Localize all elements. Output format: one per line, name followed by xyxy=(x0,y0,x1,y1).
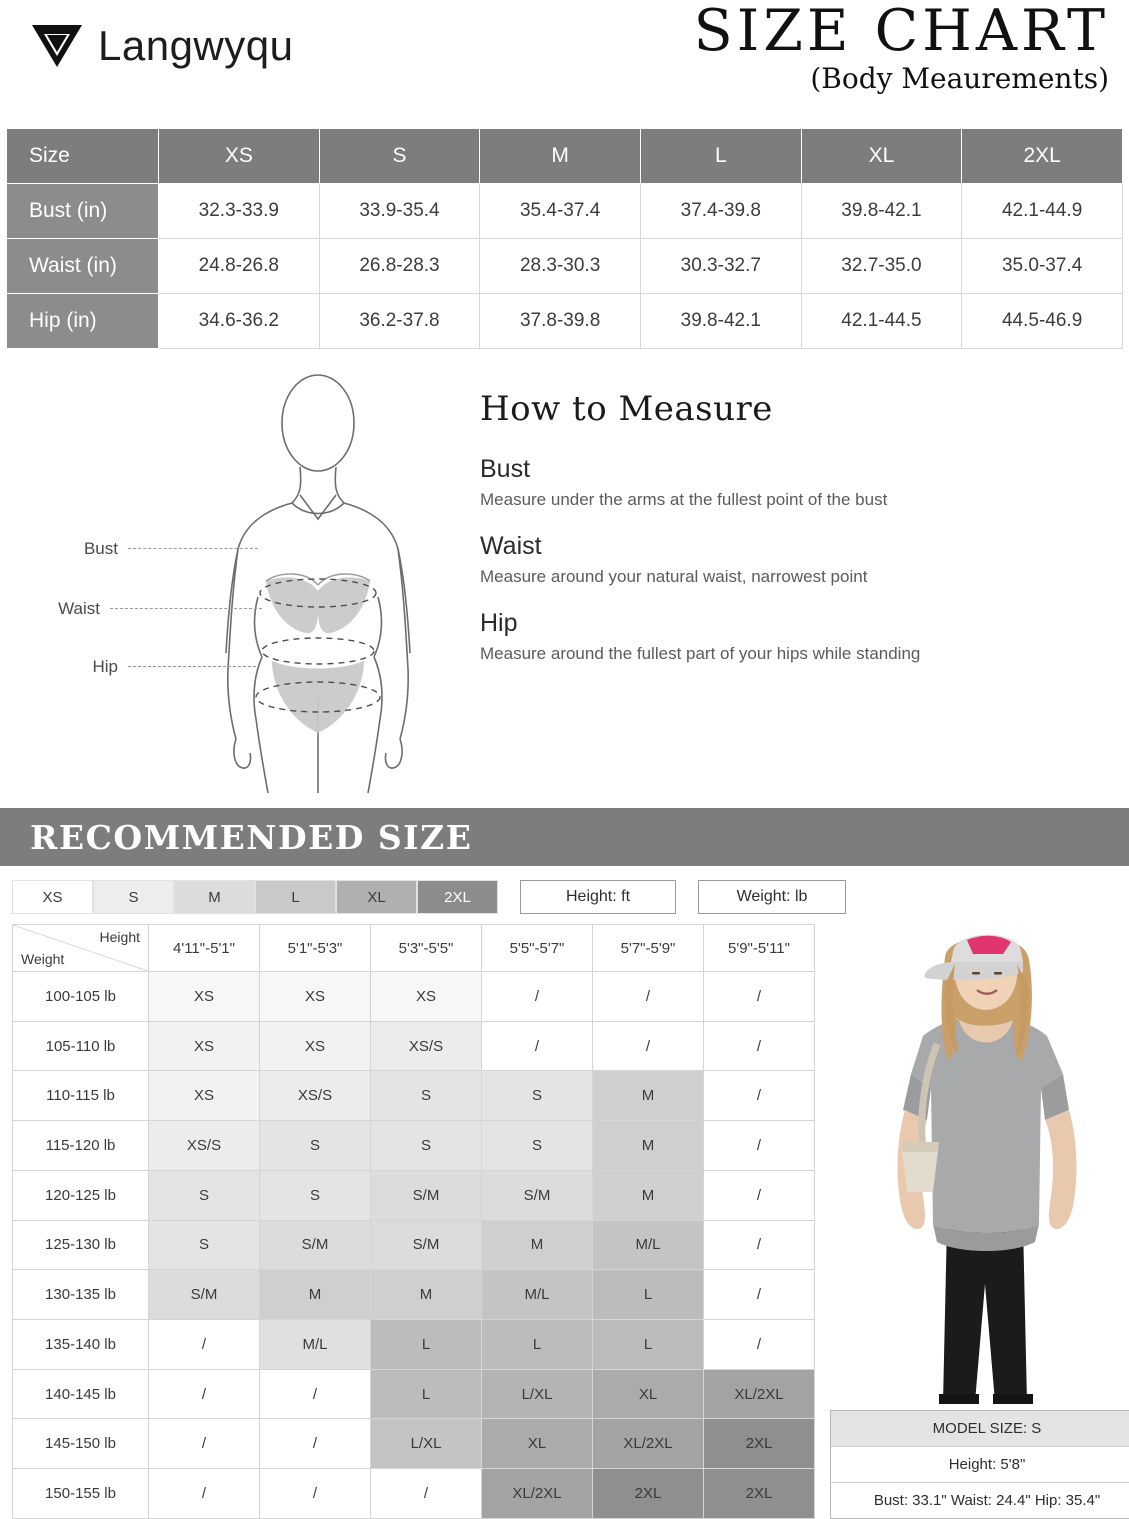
rec-cell: / xyxy=(704,972,815,1022)
size-row-label-waist: Waist (in) xyxy=(7,239,159,294)
rec-cell: M xyxy=(593,1170,704,1220)
table-row xyxy=(7,184,1123,239)
rec-table-corner xyxy=(13,925,149,972)
size-cell: 24.8-26.8 xyxy=(159,239,320,294)
rec-cell: S xyxy=(482,1071,593,1121)
size-table-header-row xyxy=(7,129,1123,184)
size-cell: 33.9-35.4 xyxy=(319,184,480,239)
rec-cell: L xyxy=(371,1369,482,1419)
height-col-2: 5'3"-5'5" xyxy=(371,925,482,972)
table-row xyxy=(7,294,1123,349)
size-cell: 30.3-32.7 xyxy=(640,239,801,294)
rec-cell: / xyxy=(704,1071,815,1121)
rec-cell: / xyxy=(704,1170,815,1220)
rec-cell: S xyxy=(371,1121,482,1171)
size-legend xyxy=(12,880,1129,914)
rec-cell: XS xyxy=(260,972,371,1022)
weight-label: 105-110 lb xyxy=(13,1021,149,1071)
rec-cell: S xyxy=(260,1170,371,1220)
size-cell: 37.8-39.8 xyxy=(480,294,641,349)
recommendation-area xyxy=(0,924,1129,1519)
rec-cell: / xyxy=(149,1419,260,1469)
model-size-row: MODEL SIZE: S xyxy=(831,1411,1129,1447)
legend-chip-l: L xyxy=(255,880,336,914)
figure-leader-hip xyxy=(128,666,256,667)
measure-desc: Measure around the fullest part of your hips while standing xyxy=(480,644,921,663)
how-to-measure-section xyxy=(0,349,1129,804)
rec-cell: XL xyxy=(482,1419,593,1469)
model-panel xyxy=(815,924,1129,1519)
table-row xyxy=(13,1220,815,1270)
model-photo-illustration-icon xyxy=(827,924,1129,1404)
legend-chip-2xl: 2XL xyxy=(417,880,498,914)
rec-cell: / xyxy=(149,1369,260,1419)
rec-cell: / xyxy=(260,1369,371,1419)
legend-weight-unit: Weight: lb xyxy=(698,880,846,914)
weight-label: 130-135 lb xyxy=(13,1270,149,1320)
page-header xyxy=(0,0,1129,128)
rec-cell: L xyxy=(593,1320,704,1370)
size-cell: 42.1-44.9 xyxy=(962,184,1123,239)
rec-cell: 2XL xyxy=(593,1469,704,1519)
body-measurements-table xyxy=(6,128,1123,349)
rec-cell: / xyxy=(704,1021,815,1071)
recommended-size-banner xyxy=(0,808,1129,866)
weight-label: 125-130 lb xyxy=(13,1220,149,1270)
rec-cell: S xyxy=(260,1121,371,1171)
height-col-0: 4'11"-5'1" xyxy=(149,925,260,972)
rec-cell: / xyxy=(149,1469,260,1519)
table-row xyxy=(13,1369,815,1419)
rec-cell: 2XL xyxy=(704,1419,815,1469)
page-subtitle: (Body Meaurements) xyxy=(810,61,1109,95)
rec-cell: / xyxy=(704,1220,815,1270)
table-row xyxy=(13,1270,815,1320)
weight-label: 135-140 lb xyxy=(13,1320,149,1370)
rec-cell: XS xyxy=(149,972,260,1022)
rec-cell: XL/2XL xyxy=(704,1369,815,1419)
rec-cell: L/XL xyxy=(482,1369,593,1419)
measure-desc: Measure around your natural waist, narrowest point xyxy=(480,567,868,586)
corner-height-label: Height xyxy=(99,929,140,945)
height-col-1: 5'1"-5'3" xyxy=(260,925,371,972)
weight-label: 110-115 lb xyxy=(13,1071,149,1121)
female-body-diagram-icon xyxy=(0,367,470,797)
recommended-size-table xyxy=(12,924,815,1519)
height-col-5: 5'9"-5'11" xyxy=(704,925,815,972)
measure-item-waist xyxy=(480,532,1129,587)
height-col-3: 5'5"-5'7" xyxy=(482,925,593,972)
rec-cell: / xyxy=(482,1021,593,1071)
rec-cell: S xyxy=(482,1121,593,1171)
rec-cell: M/L xyxy=(593,1220,704,1270)
figure-leader-waist xyxy=(110,608,262,609)
measure-name: Waist xyxy=(480,532,542,560)
rec-cell: L xyxy=(371,1320,482,1370)
rec-cell: M/L xyxy=(260,1320,371,1370)
measure-name: Bust xyxy=(480,455,531,483)
size-table-col-0: Size xyxy=(7,129,159,184)
legend-chip-xl: XL xyxy=(336,880,417,914)
rec-table-header-row xyxy=(13,925,815,972)
page-title: SIZE CHART xyxy=(693,0,1109,64)
size-cell: 36.2-37.8 xyxy=(319,294,480,349)
rec-cell: S/M xyxy=(371,1170,482,1220)
model-height-row: Height: 5'8" xyxy=(831,1447,1129,1483)
size-cell: 39.8-42.1 xyxy=(801,184,962,239)
rec-cell: XS/S xyxy=(371,1021,482,1071)
table-row xyxy=(13,972,815,1022)
rec-cell: XS xyxy=(149,1021,260,1071)
title-block xyxy=(694,2,1117,95)
rec-cell: / xyxy=(593,1021,704,1071)
rec-cell: / xyxy=(704,1121,815,1171)
size-table-col-5: XL xyxy=(801,129,962,184)
measure-desc: Measure under the arms at the fullest point of the bust xyxy=(480,490,888,509)
table-row xyxy=(7,239,1123,294)
figure-label-bust: Bust xyxy=(83,539,118,558)
table-row xyxy=(13,1419,815,1469)
legend-chip-s: S xyxy=(93,880,174,914)
legend-chip-m: M xyxy=(174,880,255,914)
table-row xyxy=(13,1469,815,1519)
rec-cell: / xyxy=(260,1469,371,1519)
rec-cell: S/M xyxy=(260,1220,371,1270)
table-row xyxy=(13,1170,815,1220)
rec-cell: M xyxy=(260,1270,371,1320)
measure-item-bust xyxy=(480,455,1129,510)
how-to-measure-title: How to Measure xyxy=(480,389,773,429)
measure-instructions xyxy=(470,367,1129,794)
size-cell: 32.7-35.0 xyxy=(801,239,962,294)
rec-cell: XS xyxy=(149,1071,260,1121)
weight-label: 120-125 lb xyxy=(13,1170,149,1220)
rec-cell: S xyxy=(149,1220,260,1270)
rec-cell: XL xyxy=(593,1369,704,1419)
size-cell: 37.4-39.8 xyxy=(640,184,801,239)
model-measurements-row: Bust: 33.1" Waist: 24.4" Hip: 35.4" xyxy=(873,1492,1101,1509)
table-row xyxy=(13,1121,815,1171)
table-row xyxy=(13,1021,815,1071)
rec-cell: S/M xyxy=(371,1220,482,1270)
size-table-col-4: L xyxy=(640,129,801,184)
brand-name: Langwyqu xyxy=(98,22,294,69)
legend-chip-xs: XS xyxy=(12,880,93,914)
table-row xyxy=(13,1071,815,1121)
rec-cell: M xyxy=(371,1270,482,1320)
size-table-col-2: S xyxy=(319,129,480,184)
rec-cell: / xyxy=(593,972,704,1022)
model-photo xyxy=(827,924,1129,1404)
rec-cell: 2XL xyxy=(704,1469,815,1519)
size-cell: 35.0-37.4 xyxy=(962,239,1123,294)
brand-logo xyxy=(30,22,293,70)
rec-cell: M xyxy=(593,1071,704,1121)
rec-cell: L xyxy=(593,1270,704,1320)
weight-label: 140-145 lb xyxy=(13,1369,149,1419)
body-figure xyxy=(0,367,470,794)
size-cell: 44.5-46.9 xyxy=(962,294,1123,349)
size-row-label-bust: Bust (in) xyxy=(7,184,159,239)
size-table-col-3: M xyxy=(480,129,641,184)
size-cell: 35.4-37.4 xyxy=(480,184,641,239)
recommended-size-title: RECOMMENDED SIZE xyxy=(30,817,473,857)
size-cell: 28.3-30.3 xyxy=(480,239,641,294)
rec-cell: / xyxy=(482,972,593,1022)
weight-label: 100-105 lb xyxy=(13,972,149,1022)
rec-cell: XS/S xyxy=(260,1071,371,1121)
size-cell: 26.8-28.3 xyxy=(319,239,480,294)
figure-label-waist: Waist xyxy=(58,599,100,618)
size-cell: 34.6-36.2 xyxy=(159,294,320,349)
rec-cell: XS xyxy=(260,1021,371,1071)
rec-cell: XS/S xyxy=(149,1121,260,1171)
rec-cell: XS xyxy=(371,972,482,1022)
size-cell: 39.8-42.1 xyxy=(640,294,801,349)
model-info-box xyxy=(830,1410,1129,1519)
table-row xyxy=(13,1320,815,1370)
rec-cell: S xyxy=(149,1170,260,1220)
height-col-4: 5'7"-5'9" xyxy=(593,925,704,972)
weight-label: 150-155 lb xyxy=(13,1469,149,1519)
rec-cell: / xyxy=(260,1419,371,1469)
rec-cell: / xyxy=(704,1320,815,1370)
rec-cell: M xyxy=(593,1121,704,1171)
size-cell: 42.1-44.5 xyxy=(801,294,962,349)
rec-cell: M/L xyxy=(482,1270,593,1320)
size-cell: 32.3-33.9 xyxy=(159,184,320,239)
corner-weight-label: Weight xyxy=(21,951,65,967)
rec-cell: / xyxy=(704,1270,815,1320)
weight-label: 115-120 lb xyxy=(13,1121,149,1171)
rec-cell: L/XL xyxy=(371,1419,482,1469)
weight-label: 145-150 lb xyxy=(13,1419,149,1469)
rec-cell: S/M xyxy=(482,1170,593,1220)
legend-height-unit: Height: ft xyxy=(520,880,676,914)
size-table-col-1: XS xyxy=(159,129,320,184)
rec-cell: / xyxy=(149,1320,260,1370)
figure-label-hip: Hip xyxy=(92,657,118,676)
size-row-label-hip: Hip (in) xyxy=(7,294,159,349)
measure-name: Hip xyxy=(480,609,518,637)
rec-cell: M xyxy=(482,1220,593,1270)
size-table-col-6: 2XL xyxy=(962,129,1123,184)
rec-cell: XL/2XL xyxy=(593,1419,704,1469)
rec-cell: S xyxy=(371,1071,482,1121)
langwyqu-logo-icon xyxy=(30,22,84,70)
measure-item-hip xyxy=(480,609,1129,664)
figure-leader-bust xyxy=(128,548,258,549)
rec-cell: XL/2XL xyxy=(482,1469,593,1519)
rec-cell: L xyxy=(482,1320,593,1370)
rec-cell: S/M xyxy=(149,1270,260,1320)
rec-cell: / xyxy=(371,1469,482,1519)
